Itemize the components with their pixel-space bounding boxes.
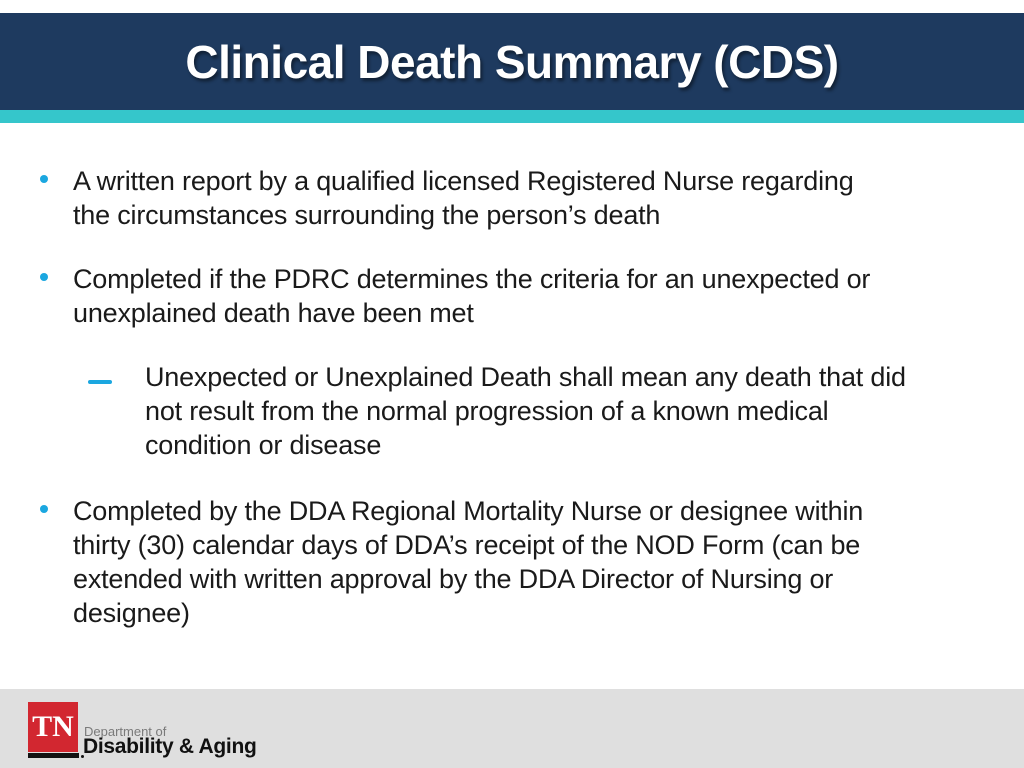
tn-logo xyxy=(28,702,78,752)
accent-stripe xyxy=(0,110,1024,123)
department-name-label: Disability & Aging xyxy=(83,735,257,758)
bullet-text-line: extended with written approval by the DDA Director of Nursing or xyxy=(73,564,834,594)
bullet-text-line: condition or disease xyxy=(145,430,382,460)
title-bar xyxy=(0,13,1024,110)
bullet-text-line: the circumstances surrounding the person’s death xyxy=(73,200,661,230)
slide-title: Clinical Death Summary (CDS) xyxy=(185,35,839,88)
bullet-text-line: Completed if the PDRC determines the criteria for an unexpected or xyxy=(73,264,871,294)
tn-monogram-text: TN xyxy=(32,710,74,743)
bullet-text-line: A written report by a qualified licensed Registered Nurse regarding xyxy=(73,166,854,196)
dash-bullet-icon xyxy=(88,380,112,384)
bullet-item-2 xyxy=(0,262,1024,330)
bullet-text-line: designee) xyxy=(73,598,190,628)
bullet-text-line: Unexpected or Unexplained Death shall mean any death that did xyxy=(145,362,906,392)
bullet-item-1 xyxy=(0,164,1024,232)
bullet-dot-icon xyxy=(40,505,48,513)
bullet-text-line: not result from the normal progression of a known medical xyxy=(145,396,829,426)
footer-bar xyxy=(0,689,1024,768)
sub-bullet-item xyxy=(0,360,1024,462)
tn-logo-underline xyxy=(28,753,79,758)
bullet-dot-icon xyxy=(40,273,48,281)
bullet-text-line: thirty (30) calendar days of DDA’s receipt of the NOD Form (can be xyxy=(73,530,861,560)
bullet-item-3 xyxy=(0,494,1024,630)
department-prefix-label: Department of xyxy=(84,724,167,739)
bullet-text-line: Completed by the DDA Regional Mortality Nurse or designee within xyxy=(73,496,864,526)
bullet-text-line: unexplained death have been met xyxy=(73,298,474,328)
bullet-dot-icon xyxy=(40,175,48,183)
